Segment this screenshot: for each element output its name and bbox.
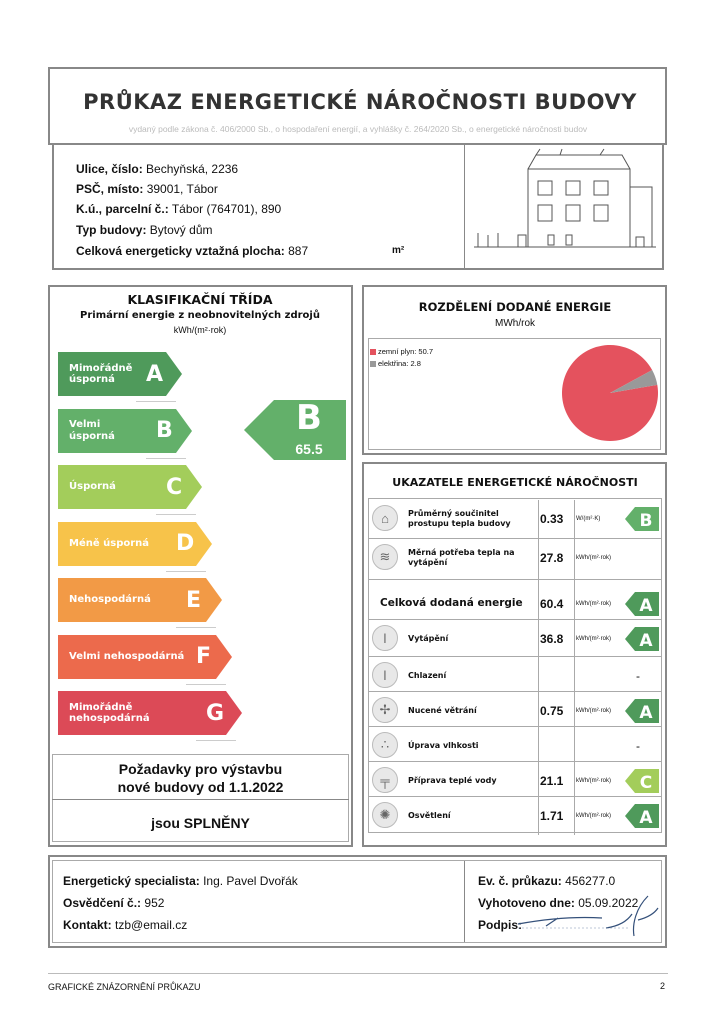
thermometer-icon: ǀ <box>372 625 398 651</box>
class-arrow-letter: F <box>196 644 212 669</box>
indicator-dash: - <box>636 738 640 753</box>
class-arrow-label: Nehospodárná <box>69 594 151 606</box>
indicator-name: Nucené větrání <box>408 705 477 715</box>
street-label: Ulice, číslo: <box>76 162 143 176</box>
result-letter: B <box>296 398 322 438</box>
indicator-unit: kWh/(m²·rok) <box>576 600 611 607</box>
type-row <box>76 224 213 236</box>
indicator-unit <box>576 657 626 694</box>
class-boundary-tick <box>166 571 206 572</box>
area-unit: m² <box>392 245 405 256</box>
ku-row <box>76 203 281 215</box>
class-arrow-letter: G <box>206 700 225 726</box>
specialist-label: Energetický specialista: <box>63 874 200 888</box>
class-arrow-f <box>58 635 232 679</box>
indicator-class-badge <box>625 804 659 828</box>
page-number: 2 <box>660 981 666 991</box>
document-title: PRŮKAZ ENERGETICKÉ NÁROČNOSTI BUDOVY <box>83 90 637 114</box>
classification-unit: kWh/(m²·rok) <box>173 325 227 335</box>
class-boundary-tick <box>156 514 196 515</box>
type-label: Typ budovy: <box>76 223 147 237</box>
indicator-row <box>368 500 662 537</box>
street-row <box>76 163 238 175</box>
indicator-unit: kWh/(m²·rok) <box>576 635 611 642</box>
street-value: Bechyňská, 2236 <box>146 162 239 176</box>
area-row <box>76 245 308 257</box>
specialist-row <box>63 875 298 887</box>
contact-label: Kontakt: <box>63 918 112 932</box>
indicator-class-letter: A <box>639 631 653 651</box>
indicator-row <box>368 797 662 834</box>
class-arrow-letter: B <box>156 418 173 443</box>
indicator-value: 0.33 <box>540 511 564 526</box>
indicator-value: 21.1 <box>540 773 564 788</box>
distribution-unit: MWh/rok <box>495 318 535 329</box>
requirements-line1: Požadavky pro výstavbu <box>118 761 283 777</box>
ku-value: Tábor (764701), 890 <box>171 202 282 216</box>
page-caption: GRAFICKÉ ZNÁZORNĚNÍ PRŮKAZU <box>48 982 201 992</box>
indicator-class-letter: A <box>639 703 653 723</box>
psc-value: 39001, Tábor <box>146 182 218 196</box>
heat-waves-icon: ≋ <box>372 544 398 570</box>
cert-value: 952 <box>144 896 165 910</box>
specialist-value: Ing. Pavel Dvořák <box>203 874 298 888</box>
distribution-pie-chart <box>560 343 660 443</box>
indicator-row <box>368 657 662 694</box>
indicator-unit: kWh/(m²·rok) <box>576 554 611 561</box>
sign-label: Podpis: <box>478 918 522 932</box>
legend-gas-swatch <box>370 349 376 355</box>
requirements-line2: nové budovy od 1.1.2022 <box>117 779 284 795</box>
made-value: 05.09.2022 <box>578 896 639 910</box>
type-value: Bytový dům <box>149 223 213 237</box>
indicator-unit: W/(m²·K) <box>576 515 601 522</box>
class-boundary-tick <box>176 627 216 628</box>
indicator-unit: kWh/(m²·rok) <box>576 812 611 819</box>
indicator-class-letter: A <box>639 596 653 616</box>
class-arrow-e <box>58 578 222 622</box>
class-arrow-label: Velmi nehospodárná <box>69 650 185 662</box>
fan-icon: ✢ <box>372 697 398 723</box>
indicator-column-divider <box>538 500 539 835</box>
class-boundary-tick <box>136 401 176 402</box>
distribution-title: ROZDĚLENÍ DODANÉ ENERGIE <box>418 300 612 314</box>
legend-elec-label: elektřina: 2.8 <box>378 359 421 368</box>
contact-row <box>63 919 187 931</box>
indicator-name: Příprava teplé vody <box>408 775 497 785</box>
indicator-name: Úprava vlhkosti <box>408 740 479 750</box>
house-icon: ⌂ <box>372 505 398 531</box>
class-arrow-letter: E <box>186 587 202 613</box>
indicator-name: Chlazení <box>408 670 447 680</box>
divider <box>52 799 349 800</box>
handwritten-signature <box>510 890 660 940</box>
class-arrow-letter: D <box>176 531 195 556</box>
indicator-unit: kWh/(m²·rok) <box>576 707 611 714</box>
indicator-class-letter: C <box>639 773 653 793</box>
ev-row <box>478 875 615 887</box>
droplets-icon: ∴ <box>372 732 398 758</box>
class-arrow-g <box>58 691 242 735</box>
indicator-dash: - <box>636 668 640 683</box>
area-value: 887 <box>288 244 309 258</box>
class-arrow-label: Úsporná <box>69 481 116 493</box>
class-boundary-tick <box>186 684 226 685</box>
divider <box>464 861 465 942</box>
indicator-name: Celková dodaná energie <box>380 597 523 610</box>
indicator-name: Vytápění <box>408 633 449 643</box>
indicator-value: 1.71 <box>540 808 564 823</box>
psc-row <box>76 183 218 195</box>
class-arrow-d <box>58 522 212 566</box>
class-arrow-c <box>58 465 202 509</box>
class-arrow-letter: C <box>166 474 183 500</box>
result-value: 65.5 <box>295 441 323 457</box>
document-subtitle: vydaný podle zákona č. 406/2000 Sb., o hospodaření energií, a vyhlášky č. 264/2020 Sb., o energetické náročnosti budov <box>128 124 588 134</box>
indicator-class-letter: A <box>639 808 653 828</box>
indicator-column-divider <box>574 500 575 835</box>
indicators-title: UKAZATELE ENERGETICKÉ NÁROČNOSTI <box>392 476 638 489</box>
ev-label: Ev. č. průkazu: <box>478 874 562 888</box>
divider <box>464 145 465 269</box>
cert-row <box>63 897 164 909</box>
ku-label: K.ú., parcelní č.: <box>76 202 169 216</box>
indicator-value: 0.75 <box>540 703 564 718</box>
legend-gas <box>370 347 433 356</box>
legend-elec-swatch <box>370 361 376 367</box>
indicator-class-badge <box>625 627 659 651</box>
indicator-row <box>368 620 662 657</box>
indicator-unit: kWh/(m²·rok) <box>576 777 611 784</box>
made-label: Vyhotoveno dne: <box>478 896 575 910</box>
indicator-class-badge <box>625 592 659 616</box>
contact-value: tzb@email.cz <box>115 918 188 932</box>
indicator-divider <box>368 579 662 580</box>
classification-subtitle: Primární energie z neobnovitelných zdrojů <box>80 310 320 321</box>
class-arrow-a <box>58 352 182 396</box>
indicator-name: Měrná potřeba tepla na vytápění <box>408 547 515 567</box>
cert-label: Osvědčení č.: <box>63 896 142 910</box>
psc-label: PSČ, místo: <box>76 182 144 196</box>
indicator-value <box>540 727 574 764</box>
indicator-row <box>368 692 662 729</box>
indicator-value <box>540 657 574 694</box>
indicator-class-badge <box>625 507 659 531</box>
requirements-status: jsou SPLNĚNY <box>151 815 250 831</box>
bulb-icon: ✺ <box>372 802 398 828</box>
indicator-unit <box>576 727 626 764</box>
building-sketch-image <box>470 147 660 265</box>
indicator-value: 60.4 <box>540 596 564 611</box>
area-label: Celková energeticky vztažná plocha: <box>76 244 285 258</box>
faucet-icon: ╤ <box>372 767 398 793</box>
indicator-name: Průměrný součinitel prostupu tepla budovy <box>408 508 511 528</box>
thermometer-icon: ǀ <box>372 662 398 688</box>
indicator-row <box>368 585 662 622</box>
class-arrow-label: Méně úsporná <box>69 537 150 549</box>
legend-elec <box>370 359 421 368</box>
class-arrow-letter: A <box>146 361 164 387</box>
class-arrow-b <box>58 409 192 453</box>
indicator-value: 36.8 <box>540 631 564 646</box>
class-arrow-label: Mimořádně nehospodárná <box>69 701 150 724</box>
indicator-value: 27.8 <box>540 550 564 565</box>
indicator-class-letter: B <box>639 511 653 531</box>
legend-gas-label: zemní plyn: 50.7 <box>378 347 434 356</box>
class-arrow-label: Velmi úsporná <box>69 419 115 442</box>
indicator-row <box>368 539 662 576</box>
indicator-row <box>368 727 662 764</box>
indicator-row <box>368 762 662 799</box>
class-boundary-tick <box>196 740 236 741</box>
class-arrow-label: Mimořádně úsporná <box>69 362 133 385</box>
indicator-class-badge <box>625 699 659 723</box>
class-boundary-tick <box>146 458 186 459</box>
footer-rule <box>48 973 668 974</box>
indicator-name: Osvětlení <box>408 810 451 820</box>
ev-value: 456277.0 <box>565 874 616 888</box>
indicator-class-badge <box>625 769 659 793</box>
classification-title: KLASIFIKAČNÍ TŘÍDA <box>127 292 273 307</box>
